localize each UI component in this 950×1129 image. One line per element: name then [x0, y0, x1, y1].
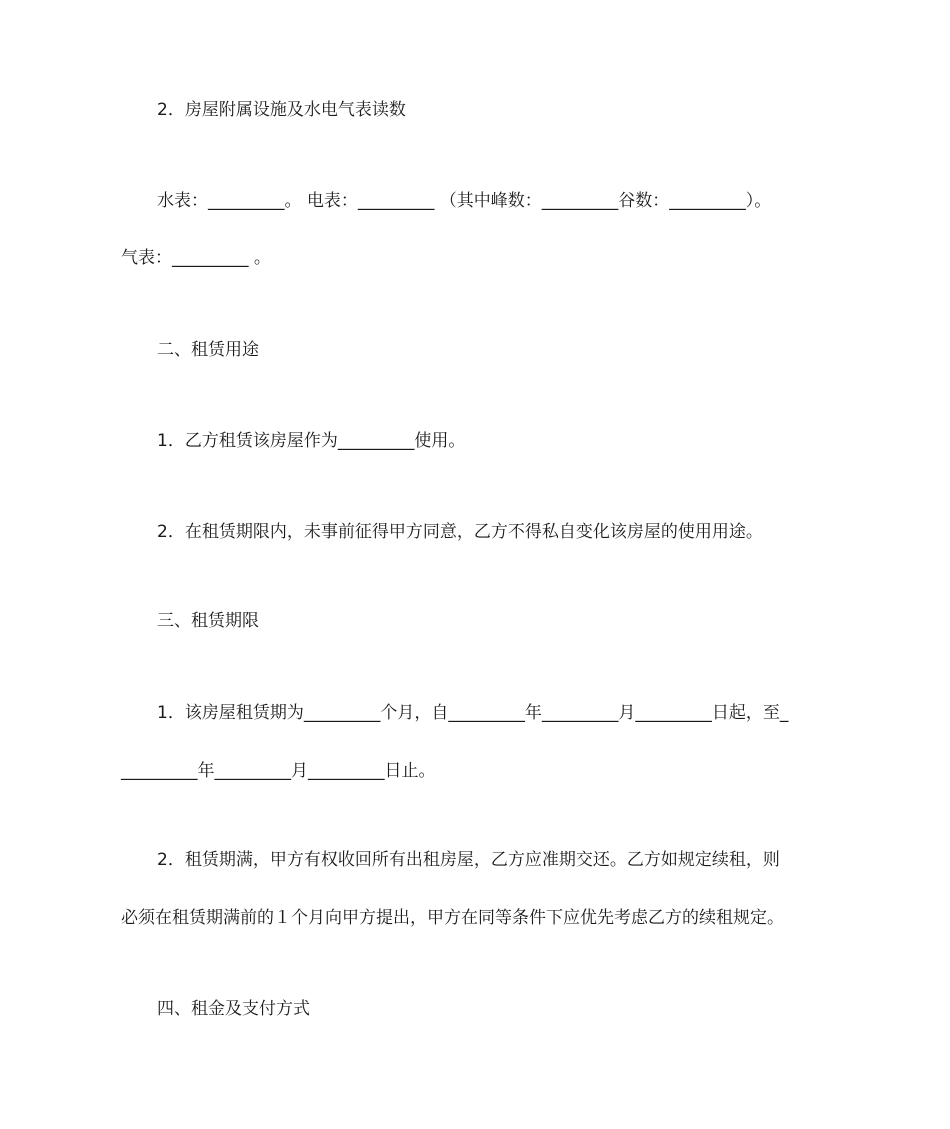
term-clause-1-line-1: 1．该房屋租赁期为_________个月，自_________年_________月_________日起，至_ — [157, 703, 789, 723]
term-clause-2-line-1: 2．租赁期满，甲方有权收回所有出租房屋，乙方应准期交还。乙方如规定续租，则 — [157, 850, 780, 870]
item-facilities-meter-readings: 2．房屋附属设施及水电气表读数 — [157, 100, 406, 120]
gas-meter-line: 气表：_________ 。 — [121, 248, 271, 268]
purpose-clause-1: 1．乙方租赁该房屋作为_________使用。 — [157, 431, 466, 451]
term-clause-1-line-2: _________年_________月_________日止。 — [121, 761, 436, 781]
meter-readings-line: 水表：_________。 电表：_________ （其中峰数：_________谷数：_________）。 — [157, 191, 772, 211]
purpose-clause-2: 2．在租赁期限内，未事前征得甲方同意，乙方不得私自变化该房屋的使用用途。 — [157, 522, 763, 542]
term-clause-2-line-2: 必须在租赁期满前的１个月向甲方提出，甲方在同等条件下应优先考虑乙方的续租规定。 — [121, 908, 784, 928]
section-heading-lease-purpose: 二、租赁用途 — [157, 340, 259, 360]
section-heading-rent-payment: 四、租金及支付方式 — [157, 999, 310, 1019]
section-heading-lease-term: 三、租赁期限 — [157, 611, 259, 631]
